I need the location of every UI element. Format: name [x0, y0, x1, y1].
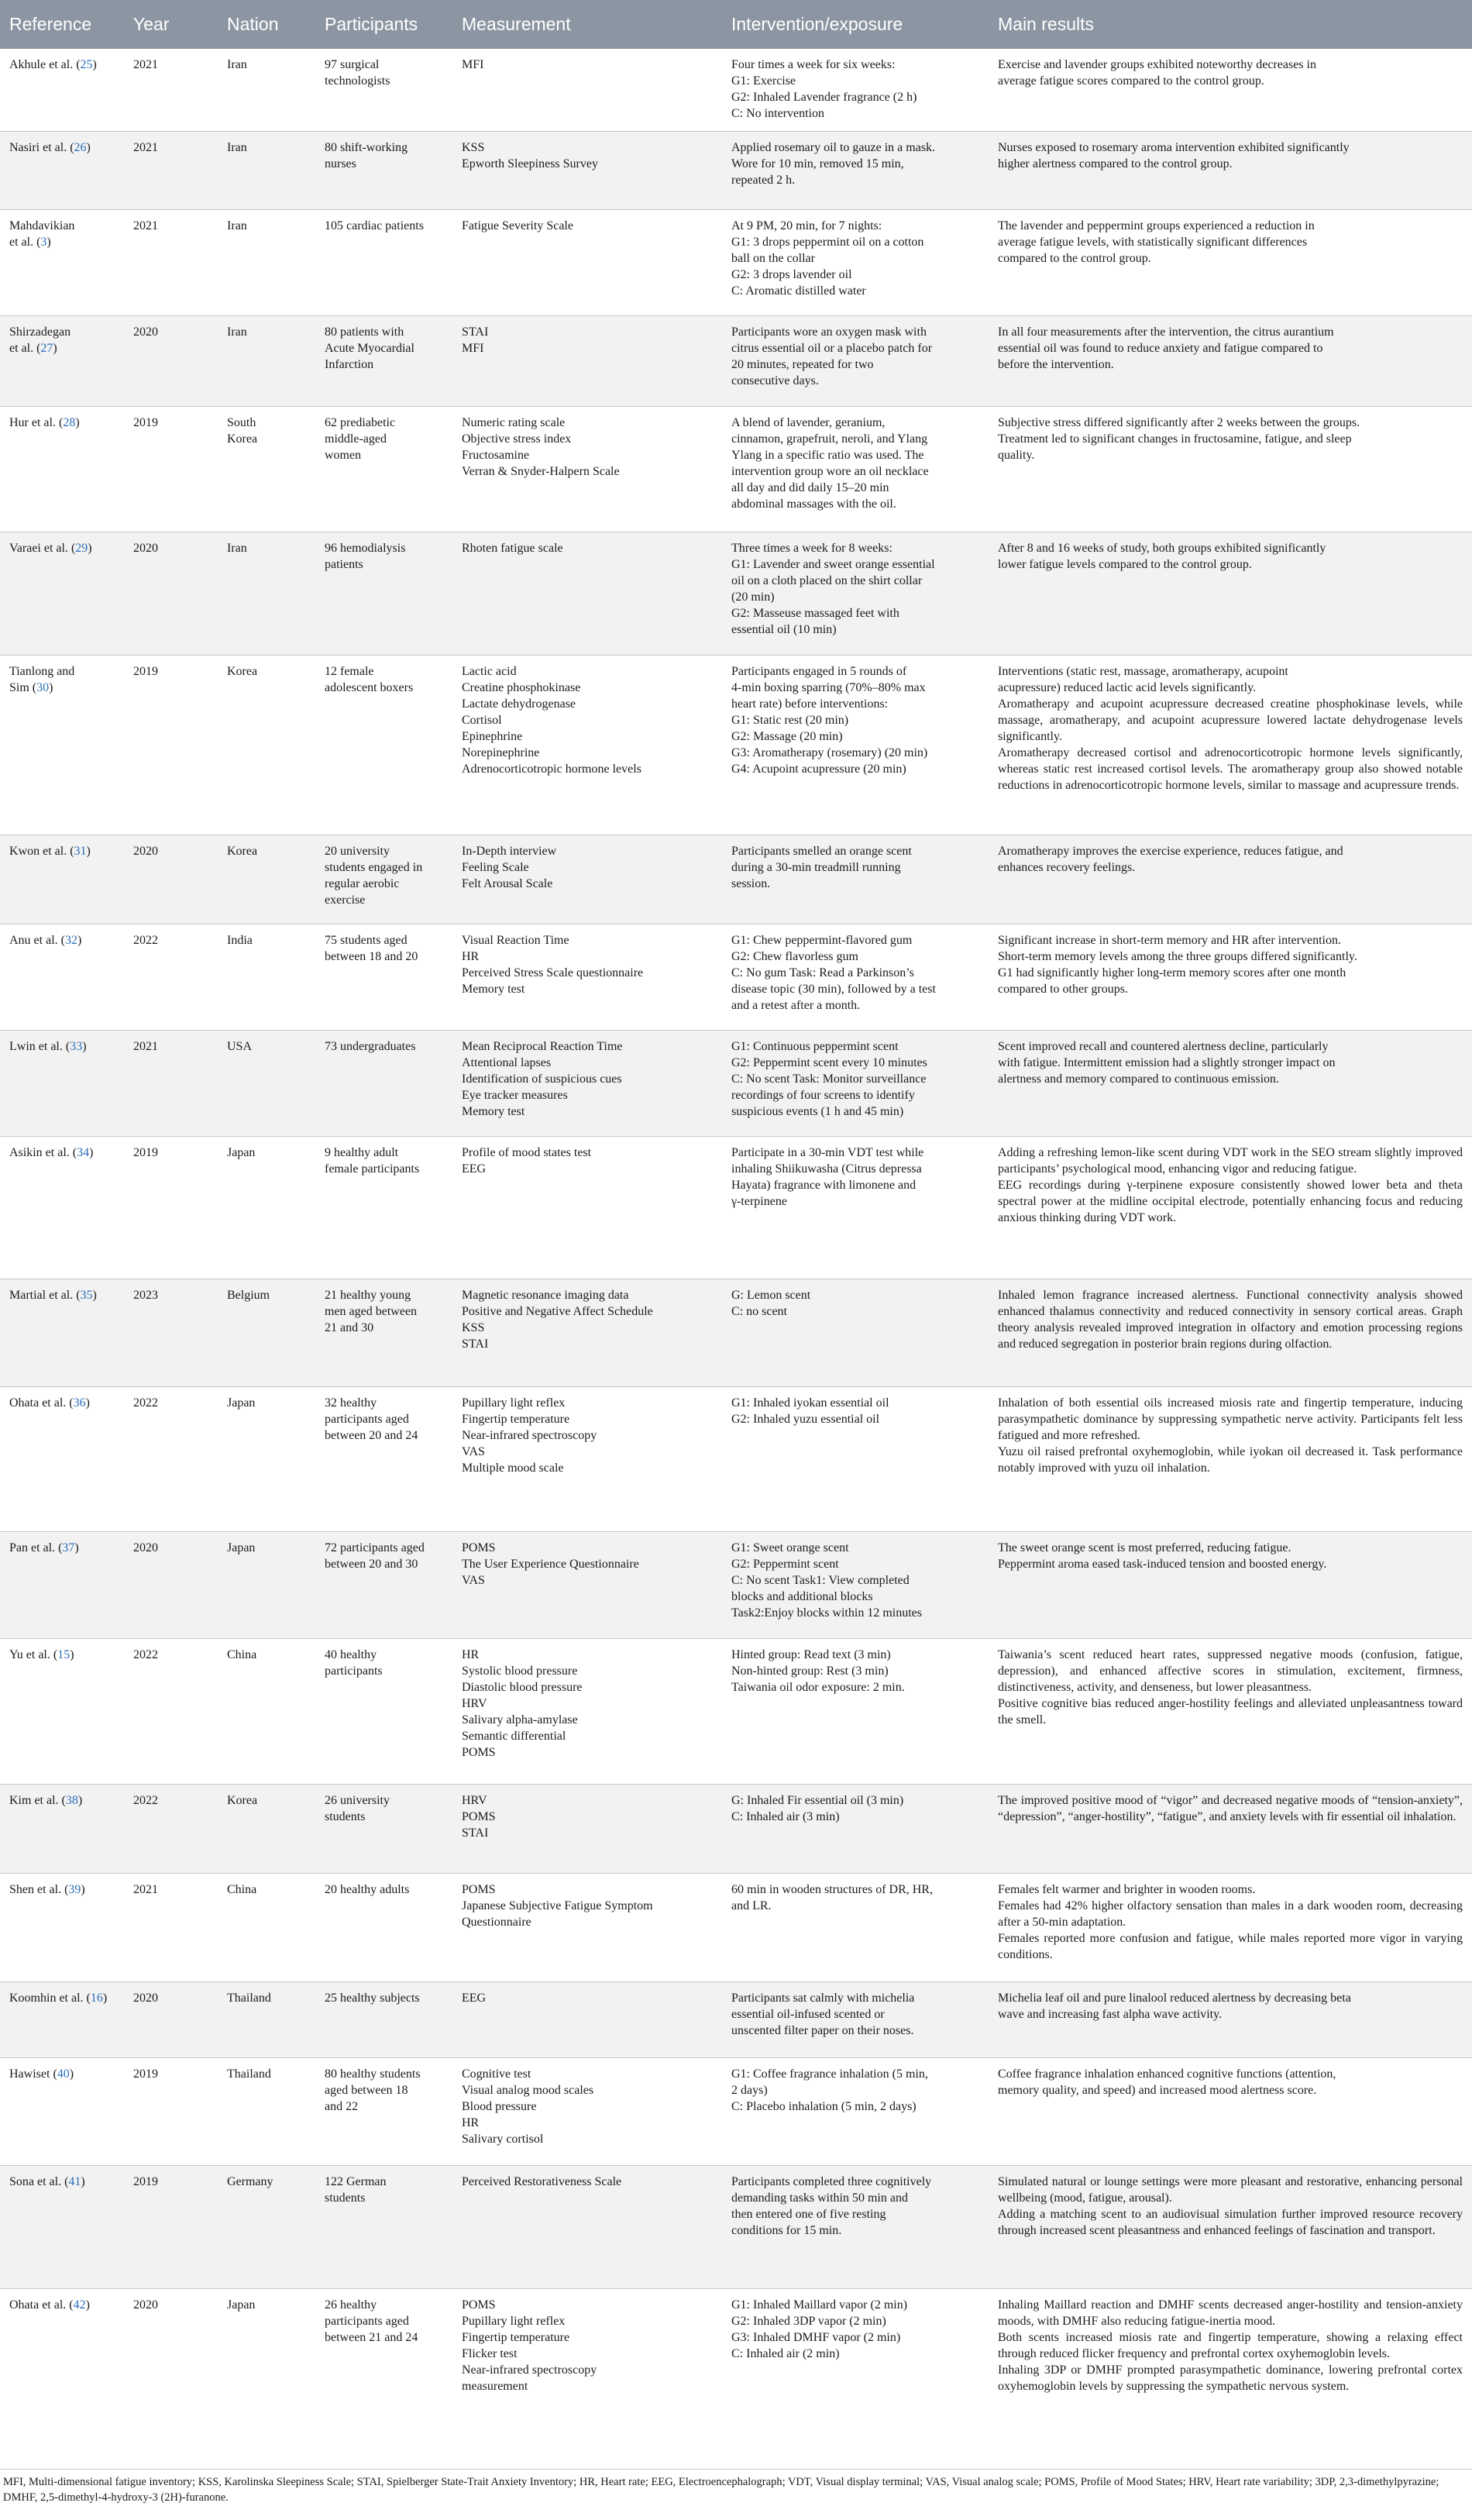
table-row	[0, 316, 1472, 407]
cell-intervention: G1: Continuous peppermint scent G2: Peppermint scent every 10 minutes C: No scent Task: Monitor surveillance recordings of four screens to identify suspicious events (1 h and 45 min)	[722, 1031, 989, 1137]
reference-author: Hawiset	[9, 2067, 50, 2081]
table-row	[0, 132, 1472, 210]
cell-nation: USA	[218, 1031, 315, 1137]
cell-year: 2019	[124, 2058, 218, 2166]
cell-measurement: POMS Pupillary light reflex Fingertip temperature Flicker test Near-infrared spectroscopy measurement	[452, 2289, 722, 2470]
reference-author: Asikin et al.	[9, 1146, 70, 1159]
reference-link[interactable]: 31	[74, 845, 87, 858]
cell-measurement: Rhoten fatigue scale	[452, 532, 722, 656]
cell-reference: Pan et al. (37)	[0, 1532, 124, 1639]
reference-link[interactable]: 26	[74, 141, 87, 154]
reference-author: Sona et al.	[9, 2175, 62, 2188]
reference-author: Ohata et al.	[9, 2298, 67, 2312]
cell-nation: Japan	[218, 1137, 315, 1279]
cell-year: 2019	[124, 656, 218, 835]
cell-nation: China	[218, 1874, 315, 1982]
cell-reference: Koomhin et al. (16)	[0, 1982, 124, 2058]
cell-participants: 32 healthy participants aged between 20 and 24	[315, 1387, 452, 1532]
table-row	[0, 656, 1472, 835]
cell-measurement: Cognitive test Visual analog mood scales Blood pressure HR Salivary cortisol	[452, 2058, 722, 2166]
cell-measurement: Profile of mood states test EEG	[452, 1137, 722, 1279]
cell-intervention: Participants wore an oxygen mask with citrus essential oil or a placebo patch for 20 minutes, repeated for two consecutive days.	[722, 316, 989, 407]
table-row	[0, 1387, 1472, 1532]
cell-year: 2020	[124, 1982, 218, 2058]
cell-year: 2022	[124, 924, 218, 1031]
cell-year: 2021	[124, 210, 218, 316]
table-row	[0, 2289, 1472, 2470]
cell-measurement: Pupillary light reflex Fingertip temperature Near-infrared spectroscopy VAS Multiple mood scale	[452, 1387, 722, 1532]
reference-link[interactable]: 40	[57, 2067, 70, 2081]
cell-year: 2022	[124, 1785, 218, 1874]
cell-reference: Mahdavikian et al. (3)	[0, 210, 124, 316]
cell-year: 2019	[124, 407, 218, 532]
cell-nation: Germany	[218, 2166, 315, 2289]
cell-reference: Shen et al. (39)	[0, 1874, 124, 1982]
cell-intervention: Participants engaged in 5 rounds of 4-min boxing sparring (70%–80% max heart rate) before interventions: G1: Static rest (20 min) G2: Massage (20 min) G3: Aromatherapy (rosemary) (20 min) G4: Acupoint acupressure (20 min)	[722, 656, 989, 835]
cell-nation: Japan	[218, 1532, 315, 1639]
cell-reference: Hur et al. (28)	[0, 407, 124, 532]
cell-year: 2022	[124, 1639, 218, 1785]
cell-intervention: G1: Chew peppermint-flavored gum G2: Chew flavorless gum C: No gum Task: Read a Parkinson’s disease topic (30 min), followed by a test and a retest after a month.	[722, 924, 989, 1031]
reference-author: Kim et al.	[9, 1794, 59, 1807]
reference-author: Shirzadegan et al.	[9, 325, 71, 355]
cell-main-results: Aromatherapy improves the exercise experience, reduces fatigue, and enhances recovery feelings.	[989, 835, 1472, 924]
reference-author: Yu et al.	[9, 1648, 50, 1661]
cell-nation: Japan	[218, 1387, 315, 1532]
reference-link[interactable]: 34	[77, 1146, 90, 1159]
table-row	[0, 1982, 1472, 2058]
table-row	[0, 1137, 1472, 1279]
cell-main-results: Nurses exposed to rosemary aroma intervention exhibited significantly higher alertness compared to the control group.	[989, 132, 1472, 210]
reference-link[interactable]: 37	[62, 1541, 75, 1554]
cell-intervention: G1: Coffee fragrance inhalation (5 min, 2 days) C: Placebo inhalation (5 min, 2 days)	[722, 2058, 989, 2166]
cell-intervention: Four times a week for six weeks: G1: Exercise G2: Inhaled Lavender fragrance (2 h) C: No intervention	[722, 49, 989, 132]
cell-nation: South Korea	[218, 407, 315, 532]
table-footnote: MFI, Multi-dimensional fatigue inventory; KSS, Karolinska Sleepiness Scale; STAI, Spielberger State-Trait Anxiety Inventory; HR, Heart rate; EEG, Electroencephalograph; VDT, Visual display terminal; VAS, Visual analog scale; POMS, Profile of Mood States; HRV, Heart rate variability; 3DP, 2,3-dimethylpyrazine; DMHF, 2,5-dimethyl-4-hydroxy-3 (2H)-furanone.	[3, 2476, 1439, 2504]
reference-link[interactable]: 41	[68, 2175, 81, 2188]
cell-nation: Korea	[218, 835, 315, 924]
cell-measurement: POMS Japanese Subjective Fatigue Symptom Questionnaire	[452, 1874, 722, 1982]
cell-intervention: G1: Sweet orange scent G2: Peppermint scent C: No scent Task1: View completed blocks and additional blocks Task2:Enjoy blocks within 12 minutes	[722, 1532, 989, 1639]
reference-author: Tianlong and Sim	[9, 665, 75, 694]
reference-author: Mahdavikian et al.	[9, 219, 75, 249]
table-row	[0, 1785, 1472, 1874]
cell-reference: Yu et al. (15)	[0, 1639, 124, 1785]
cell-intervention: G1: Inhaled Maillard vapor (2 min) G2: Inhaled 3DP vapor (2 min) G3: Inhaled DMHF vapor (2 min) C: Inhaled air (2 min)	[722, 2289, 989, 2470]
cell-year: 2019	[124, 1137, 218, 1279]
reference-author: Anu et al.	[9, 934, 58, 947]
table-row	[0, 2058, 1472, 2166]
cell-intervention: Participate in a 30-min VDT test while inhaling Shiikuwasha (Citrus depressa Hayata) fragrance with limonene and γ-terpinene	[722, 1137, 989, 1279]
table-row	[0, 1639, 1472, 1785]
table-row	[0, 1031, 1472, 1137]
cell-reference: Kwon et al. (31)	[0, 835, 124, 924]
reference-link[interactable]: 28	[63, 416, 76, 429]
cell-main-results: Simulated natural or lounge settings were more pleasant and restorative, enhancing personal wellbeing (mood, fatigue, arousal). Adding a matching scent to an audiovisual simulation further improved resource recovery through increased scent pleasantness and enhanced feelings of fascination and transport.	[989, 2166, 1472, 2289]
reference-link[interactable]: 25	[80, 58, 93, 71]
cell-intervention: G: Inhaled Fir essential oil (3 min) C: Inhaled air (3 min)	[722, 1785, 989, 1874]
cell-reference: Shirzadegan et al. (27)	[0, 316, 124, 407]
cell-participants: 80 patients with Acute Myocardial Infarction	[315, 316, 452, 407]
cell-nation: China	[218, 1639, 315, 1785]
table-row	[0, 49, 1472, 132]
cell-intervention: Three times a week for 8 weeks: G1: Lavender and sweet orange essential oil on a cloth placed on the shirt collar (20 min) G2: Masseuse massaged feet with essential oil (10 min)	[722, 532, 989, 656]
table-body	[0, 49, 1472, 2470]
header-year: Year	[133, 14, 170, 34]
cell-nation: Japan	[218, 2289, 315, 2470]
table-row	[0, 2166, 1472, 2289]
cell-main-results: Females felt warmer and brighter in wooden rooms. Females had 42% higher olfactory sensation than males in a dark wooden room, decreasing after a 50-min adaptation. Females reported more confusion and fatigue, while males reported more vigor in varying conditions.	[989, 1874, 1472, 1982]
cell-main-results: Significant increase in short-term memory and HR after intervention. Short-term memory levels among the three groups differed significantly. G1 had significantly higher long-term memory scores after one month compared to other groups.	[989, 924, 1472, 1031]
cell-measurement: Lactic acid Creatine phosphokinase Lactate dehydrogenase Cortisol Epinephrine Norepinephrine Adrenocorticotropic hormone levels	[452, 656, 722, 835]
reference-link[interactable]: 29	[75, 542, 88, 555]
cell-intervention: At 9 PM, 20 min, for 7 nights: G1: 3 drops peppermint oil on a cotton ball on the collar G2: 3 drops lavender oil C: Aromatic distilled water	[722, 210, 989, 316]
reference-link[interactable]: 35	[80, 1289, 93, 1302]
reference-author: Hur et al.	[9, 416, 56, 429]
cell-measurement: Numeric rating scale Objective stress index Fructosamine Verran & Snyder-Halpern Scale	[452, 407, 722, 532]
cell-nation: Korea	[218, 656, 315, 835]
cell-main-results: Inhalation of both essential oils increased miosis rate and fingertip temperature, inducing parasympathetic dominance by suppressing sympathetic nerve activity. Participants felt less fatigued and more refreshed. Yuzu oil raised prefrontal oxyhemoglobin, while iyokan oil decreased it. Task performance notably improved with yuzu oil inhalation.	[989, 1387, 1472, 1532]
header-main-results: Main results	[998, 14, 1094, 34]
reference-author: Shen et al.	[9, 1883, 62, 1896]
table-row	[0, 210, 1472, 316]
reference-link[interactable]: 15	[57, 1648, 71, 1661]
cell-nation: India	[218, 924, 315, 1031]
cell-main-results: Exercise and lavender groups exhibited noteworthy decreases in average fatigue scores compared to the control group.	[989, 49, 1472, 132]
cell-participants: 97 surgical technologists	[315, 49, 452, 132]
cell-measurement: Magnetic resonance imaging data Positive and Negative Affect Schedule KSS STAI	[452, 1279, 722, 1387]
cell-nation: Thailand	[218, 1982, 315, 2058]
reference-author: Pan et al.	[9, 1541, 56, 1554]
cell-year: 2021	[124, 1874, 218, 1982]
cell-reference: Martial et al. (35)	[0, 1279, 124, 1387]
reference-link[interactable]: 27	[40, 342, 53, 355]
reference-author: Varaei et al.	[9, 542, 68, 555]
cell-reference: Hawiset (40)	[0, 2058, 124, 2166]
cell-intervention: G: Lemon scent C: no scent	[722, 1279, 989, 1387]
cell-reference: Lwin et al. (33)	[0, 1031, 124, 1137]
cell-participants: 20 healthy adults	[315, 1874, 452, 1982]
header-nation: Nation	[227, 14, 279, 34]
cell-main-results: The improved positive mood of “vigor” and decreased negative moods of “tension-anxiety”, “depression”, “anger-hostility”, “fatigue”, and anxiety levels with fir essential oil inhalation.	[989, 1785, 1472, 1874]
cell-participants: 80 shift-working nurses	[315, 132, 452, 210]
reference-link[interactable]: 3	[40, 236, 47, 249]
cell-year: 2021	[124, 1031, 218, 1137]
header-reference: Reference	[9, 14, 92, 34]
cell-main-results: The lavender and peppermint groups experienced a reduction in average fatigue levels, with statistically significant differences compared to the control group.	[989, 210, 1472, 316]
cell-year: 2021	[124, 132, 218, 210]
table-row	[0, 924, 1472, 1031]
cell-reference: Ohata et al. (42)	[0, 2289, 124, 2470]
reference-author: Lwin et al.	[9, 1040, 63, 1053]
reference-link[interactable]: 36	[73, 1396, 86, 1410]
cell-intervention: 60 min in wooden structures of DR, HR, and LR.	[722, 1874, 989, 1982]
header-measurement: Measurement	[462, 14, 571, 34]
cell-intervention: Applied rosemary oil to gauze in a mask. Wore for 10 min, removed 15 min, repeated 2 h.	[722, 132, 989, 210]
table-row	[0, 835, 1472, 924]
table-row	[0, 1532, 1472, 1639]
cell-measurement: Visual Reaction Time HR Perceived Stress Scale questionnaire Memory test	[452, 924, 722, 1031]
cell-nation: Iran	[218, 210, 315, 316]
cell-main-results: The sweet orange scent is most preferred, reducing fatigue. Peppermint aroma eased task-induced tension and boosted energy.	[989, 1532, 1472, 1639]
cell-participants: 75 students aged between 18 and 20	[315, 924, 452, 1031]
cell-participants: 122 German students	[315, 2166, 452, 2289]
reference-author: Koomhin et al.	[9, 1992, 84, 2005]
cell-participants: 12 female adolescent boxers	[315, 656, 452, 835]
reference-link[interactable]: 42	[73, 2298, 86, 2312]
cell-participants: 62 prediabetic middle-aged women	[315, 407, 452, 532]
cell-measurement: MFI	[452, 49, 722, 132]
cell-year: 2020	[124, 835, 218, 924]
cell-reference: Kim et al. (38)	[0, 1785, 124, 1874]
cell-reference: Varaei et al. (29)	[0, 532, 124, 656]
reference-link[interactable]: 38	[65, 1794, 78, 1807]
cell-intervention: A blend of lavender, geranium, cinnamon, grapefruit, neroli, and Ylang Ylang in a specific ratio was used. The intervention group wore an oil necklace all day and did daily 15–20 min abdominal massages with the oil.	[722, 407, 989, 532]
cell-nation: Belgium	[218, 1279, 315, 1387]
cell-intervention: G1: Inhaled iyokan essential oil G2: Inhaled yuzu essential oil	[722, 1387, 989, 1532]
header-row	[0, 0, 1472, 49]
cell-reference: Akhule et al. (25)	[0, 49, 124, 132]
cell-measurement: KSS Epworth Sleepiness Survey	[452, 132, 722, 210]
header-intervention: Intervention/exposure	[731, 14, 903, 34]
cell-measurement: HRV POMS STAI	[452, 1785, 722, 1874]
cell-nation: Iran	[218, 316, 315, 407]
cell-participants: 105 cardiac patients	[315, 210, 452, 316]
cell-participants: 72 participants aged between 20 and 30	[315, 1532, 452, 1639]
cell-intervention: Hinted group: Read text (3 min) Non-hinted group: Rest (3 min) Taiwania oil odor exposure: 2 min.	[722, 1639, 989, 1785]
cell-reference: Anu et al. (32)	[0, 924, 124, 1031]
table-header	[0, 0, 1472, 49]
reference-author: Martial et al.	[9, 1289, 74, 1302]
cell-reference: Ohata et al. (36)	[0, 1387, 124, 1532]
cell-nation: Korea	[218, 1785, 315, 1874]
cell-year: 2021	[124, 49, 218, 132]
cell-year: 2019	[124, 2166, 218, 2289]
cell-main-results: Scent improved recall and countered alertness decline, particularly with fatigue. Intermittent emission had a slightly stronger impact on alertness and memory compared to continuous emission.	[989, 1031, 1472, 1137]
cell-year: 2022	[124, 1387, 218, 1532]
cell-participants: 26 healthy participants aged between 21 and 24	[315, 2289, 452, 2470]
cell-measurement: STAI MFI	[452, 316, 722, 407]
cell-participants: 25 healthy subjects	[315, 1982, 452, 2058]
cell-main-results: Adding a refreshing lemon-like scent during VDT work in the SEO stream slightly improved participants’ psychological mood, enhancing vigor and reducing fatigue. EEG recordings during γ-terpinene exposure consistently showed lower beta and theta spectral power at the midline occipital electrode, potentially enhancing focus and reducing anxious thinking during VDT work.	[989, 1137, 1472, 1279]
cell-main-results: Taiwania’s scent reduced heart rates, suppressed negative moods (confusion, fatigue, depression), and enhanced affective scores in stimulation, excitement, firmness, distinctiveness, activity, and denseness, but lower pleasantness. Positive cognitive bias reduced anger-hostility feelings and alleviated unpleasantness toward the smell.	[989, 1639, 1472, 1785]
cell-measurement: In-Depth interview Feeling Scale Felt Arousal Scale	[452, 835, 722, 924]
reference-link[interactable]: 16	[90, 1992, 103, 2005]
cell-main-results: Coffee fragrance inhalation enhanced cognitive functions (attention, memory quality, and speed) and increased mood alertness score.	[989, 2058, 1472, 2166]
reference-author: Ohata et al.	[9, 1396, 67, 1410]
cell-measurement: EEG	[452, 1982, 722, 2058]
cell-nation: Iran	[218, 532, 315, 656]
cell-participants: 9 healthy adult female participants	[315, 1137, 452, 1279]
cell-main-results: Inhaled lemon fragrance increased alertness. Functional connectivity analysis showed enhanced thalamus connectivity and reduced connectivity in sensory cortical areas. Graph theory analysis revealed improved integration in olfactory and emotion processing regions and reduced segregation in posterior brain regions during olfaction.	[989, 1279, 1472, 1387]
cell-main-results: Michelia leaf oil and pure linalool reduced alertness by decreasing beta wave and increasing fast alpha wave activity.	[989, 1982, 1472, 2058]
table-row	[0, 1874, 1472, 1982]
cell-measurement: Mean Reciprocal Reaction Time Attentional lapses Identification of suspicious cues Eye tracker measures Memory test	[452, 1031, 722, 1137]
header-participants: Participants	[325, 14, 418, 34]
reference-link[interactable]: 39	[68, 1883, 81, 1896]
reference-link[interactable]: 32	[64, 934, 77, 947]
reference-link[interactable]: 33	[70, 1040, 83, 1053]
cell-measurement: Perceived Restorativeness Scale	[452, 2166, 722, 2289]
cell-participants: 26 university students	[315, 1785, 452, 1874]
cell-year: 2020	[124, 316, 218, 407]
cell-intervention: Participants completed three cognitively demanding tasks within 50 min and then entered one of five resting conditions for 15 min.	[722, 2166, 989, 2289]
cell-nation: Thailand	[218, 2058, 315, 2166]
cell-participants: 40 healthy participants	[315, 1639, 452, 1785]
cell-nation: Iran	[218, 49, 315, 132]
table-row	[0, 532, 1472, 656]
cell-intervention: Participants smelled an orange scent during a 30-min treadmill running session.	[722, 835, 989, 924]
cell-year: 2020	[124, 532, 218, 656]
cell-year: 2023	[124, 1279, 218, 1387]
table-row	[0, 1279, 1472, 1387]
cell-reference: Asikin et al. (34)	[0, 1137, 124, 1279]
cell-reference: Nasiri et al. (26)	[0, 132, 124, 210]
cell-measurement: Fatigue Severity Scale	[452, 210, 722, 316]
reference-author: Nasiri et al.	[9, 141, 67, 154]
cell-participants: 21 healthy young men aged between 21 and 30	[315, 1279, 452, 1387]
cell-measurement: POMS The User Experience Questionnaire VAS	[452, 1532, 722, 1639]
reference-author: Akhule et al.	[9, 58, 74, 71]
cell-participants: 96 hemodialysis patients	[315, 532, 452, 656]
cell-intervention: Participants sat calmly with michelia essential oil-infused scented or unscented filter paper on their noses.	[722, 1982, 989, 2058]
cell-nation: Iran	[218, 132, 315, 210]
cell-year: 2020	[124, 2289, 218, 2470]
reference-author: Kwon et al.	[9, 845, 67, 858]
cell-participants: 20 university students engaged in regular aerobic exercise	[315, 835, 452, 924]
cell-reference: Tianlong and Sim (30)	[0, 656, 124, 835]
cell-participants: 73 undergraduates	[315, 1031, 452, 1137]
cell-main-results: After 8 and 16 weeks of study, both groups exhibited significantly lower fatigue levels compared to the control group.	[989, 532, 1472, 656]
cell-main-results: In all four measurements after the intervention, the citrus aurantium essential oil was found to reduce anxiety and fatigue compared to before the intervention.	[989, 316, 1472, 407]
cell-main-results: Interventions (static rest, massage, aromatherapy, acupoint acupressure) reduced lactic acid levels significantly. Aromatherapy and acupoint acupressure decreased creatine phosphokinase levels, while massage, aromatherapy, and acupoint acupressure lowered lactate dehydrogenase levels significantly. Aromatherapy decreased cortisol and adrenocorticotropic hormone levels significantly, whereas static rest increased cortisol levels. The aromatherapy group also showed notable reductions in adrenocorticotropic hormone levels, similar to massage and acupressure trends.	[989, 656, 1472, 835]
cell-participants: 80 healthy students aged between 18 and 22	[315, 2058, 452, 2166]
cell-main-results: Inhaling Maillard reaction and DMHF scents decreased anger-hostility and tension-anxiety moods, with DMHF also reducing fatigue-inertia mood. Both scents increased miosis rate and fingertip temperature, showing a relaxing effect through reduced flicker frequency and prefrontal cortex oxyhemoglobin levels. Inhaling 3DP or DMHF prompted parasympathetic dominance, lowering prefrontal cortex oxyhemoglobin levels by suppressing the sympathetic nervous system.	[989, 2289, 1472, 2470]
cell-reference: Sona et al. (41)	[0, 2166, 124, 2289]
cell-year: 2020	[124, 1532, 218, 1639]
table-row	[0, 407, 1472, 532]
cell-main-results: Subjective stress differed significantly after 2 weeks between the groups. Treatment led to significant changes in fructosamine, fatigue, and sleep quality.	[989, 407, 1472, 532]
cell-measurement: HR Systolic blood pressure Diastolic blood pressure HRV Salivary alpha-amylase Semantic differential POMS	[452, 1639, 722, 1785]
reference-link[interactable]: 30	[36, 681, 50, 694]
